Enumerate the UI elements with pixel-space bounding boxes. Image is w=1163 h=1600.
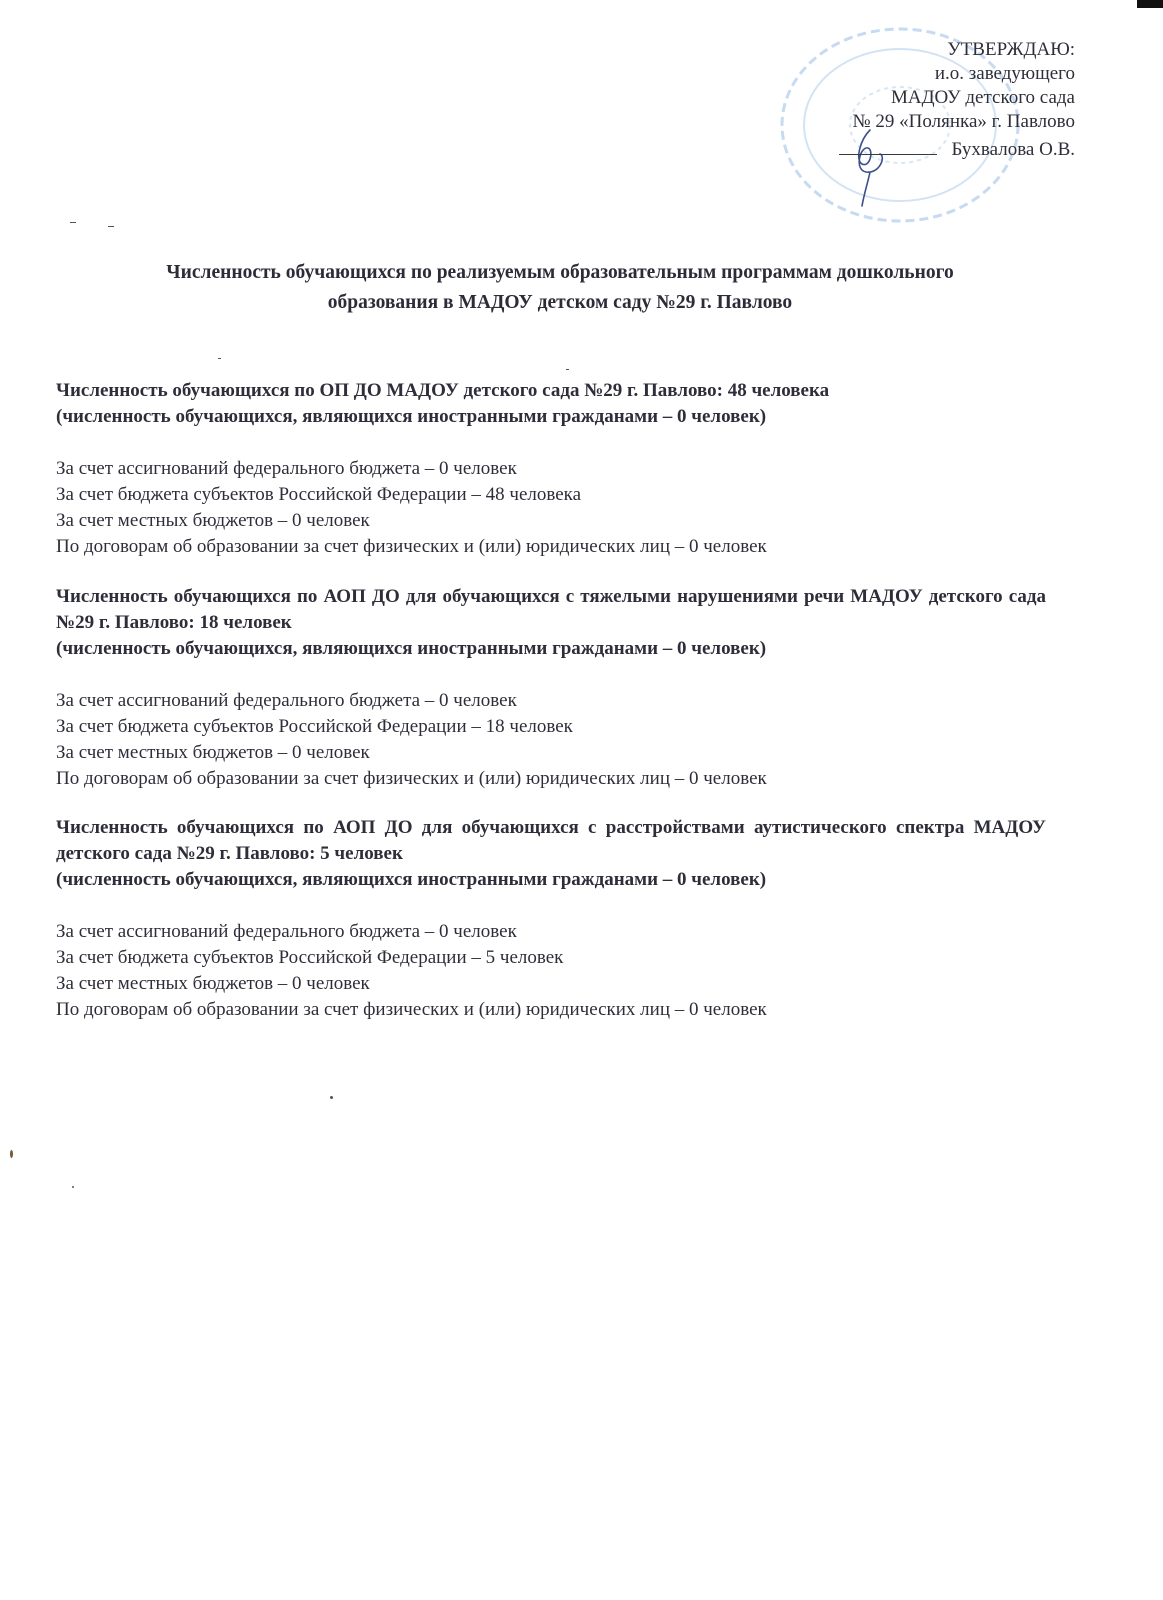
funding-list [56,919,1046,1023]
approval-signatory: Бухвалова О.В. [951,139,1075,160]
funding-item-contracts: По договорам об образовании за счет физических и (или) юридических лиц – 0 человек [56,999,767,1020]
signature-row [715,134,1075,162]
section-aop-speech [56,584,1046,792]
approval-position: и.о. заведующего [934,63,1075,84]
approval-organization-line2: № 29 «Полянка» г. Павлово [852,111,1075,132]
funding-item-contracts: По договорам об образовании за счет физических и (или) юридических лиц – 0 человек [56,768,767,789]
section-foreign-note: (численность обучающихся, являющихся иностранными гражданами – 0 человек) [56,638,767,659]
document-title [60,258,1060,318]
scan-speck [218,358,221,359]
signature-line [839,134,937,155]
funding-item-federal: За счет ассигнований федерального бюджета – 0 человек [56,690,517,711]
funding-item-regional: За счет бюджета субъектов Российской Федерации – 18 человек [56,716,573,737]
approval-heading: УТВЕРЖДАЮ: [947,39,1075,60]
funding-item-federal: За счет ассигнований федерального бюджета – 0 человек [56,921,517,942]
scan-speck [70,222,76,223]
scan-speck [330,1096,333,1099]
funding-item-federal: За счет ассигнований федерального бюджета – 0 человек [56,458,517,479]
funding-item-local: За счет местных бюджетов – 0 человек [56,742,370,763]
funding-list [56,456,1046,560]
funding-item-regional: За счет бюджета субъектов Российской Федерации – 5 человек [56,947,564,968]
scan-speck [72,1186,74,1188]
scan-speck [10,1150,13,1158]
section-foreign-note: (численность обучающихся, являющихся иностранными гражданами – 0 человек) [56,406,767,427]
funding-item-contracts: По договорам об образовании за счет физических и (или) юридических лиц – 0 человек [56,536,767,557]
funding-item-local: За счет местных бюджетов – 0 человек [56,510,370,531]
section-heading: Численность обучающихся по АОП ДО для обучающихся с расстройствами аутистического спектра МАДОУ детского сада №29 г. Павлово: 5 человек [56,817,1046,864]
section-aop-autism [56,815,1046,1023]
funding-item-regional: За счет бюджета субъектов Российской Федерации – 48 человека [56,484,582,505]
section-heading: Численность обучающихся по АОП ДО для обучающихся с тяжелыми нарушениями речи МАДОУ детского сада №29 г. Павлово: 18 человек [56,586,1046,633]
approval-organization-line1: МАДОУ детского сада [890,87,1075,108]
section-op-do [56,378,1046,560]
approval-block [715,38,1075,162]
scan-corner-mark [1137,0,1163,8]
title-line-1: Численность обучающихся по реализуемым образовательным программам дошкольного [166,262,954,283]
scan-speck [108,226,114,227]
section-heading: Численность обучающихся по ОП ДО МАДОУ детского сада №29 г. Павлово: 48 человека [56,380,830,401]
title-line-2: образования в МАДОУ детском саду №29 г. Павлово [327,292,793,313]
section-foreign-note: (численность обучающихся, являющихся иностранными гражданами – 0 человек) [56,869,767,890]
funding-item-local: За счет местных бюджетов – 0 человек [56,973,370,994]
scan-speck [566,369,569,370]
funding-list [56,688,1046,792]
